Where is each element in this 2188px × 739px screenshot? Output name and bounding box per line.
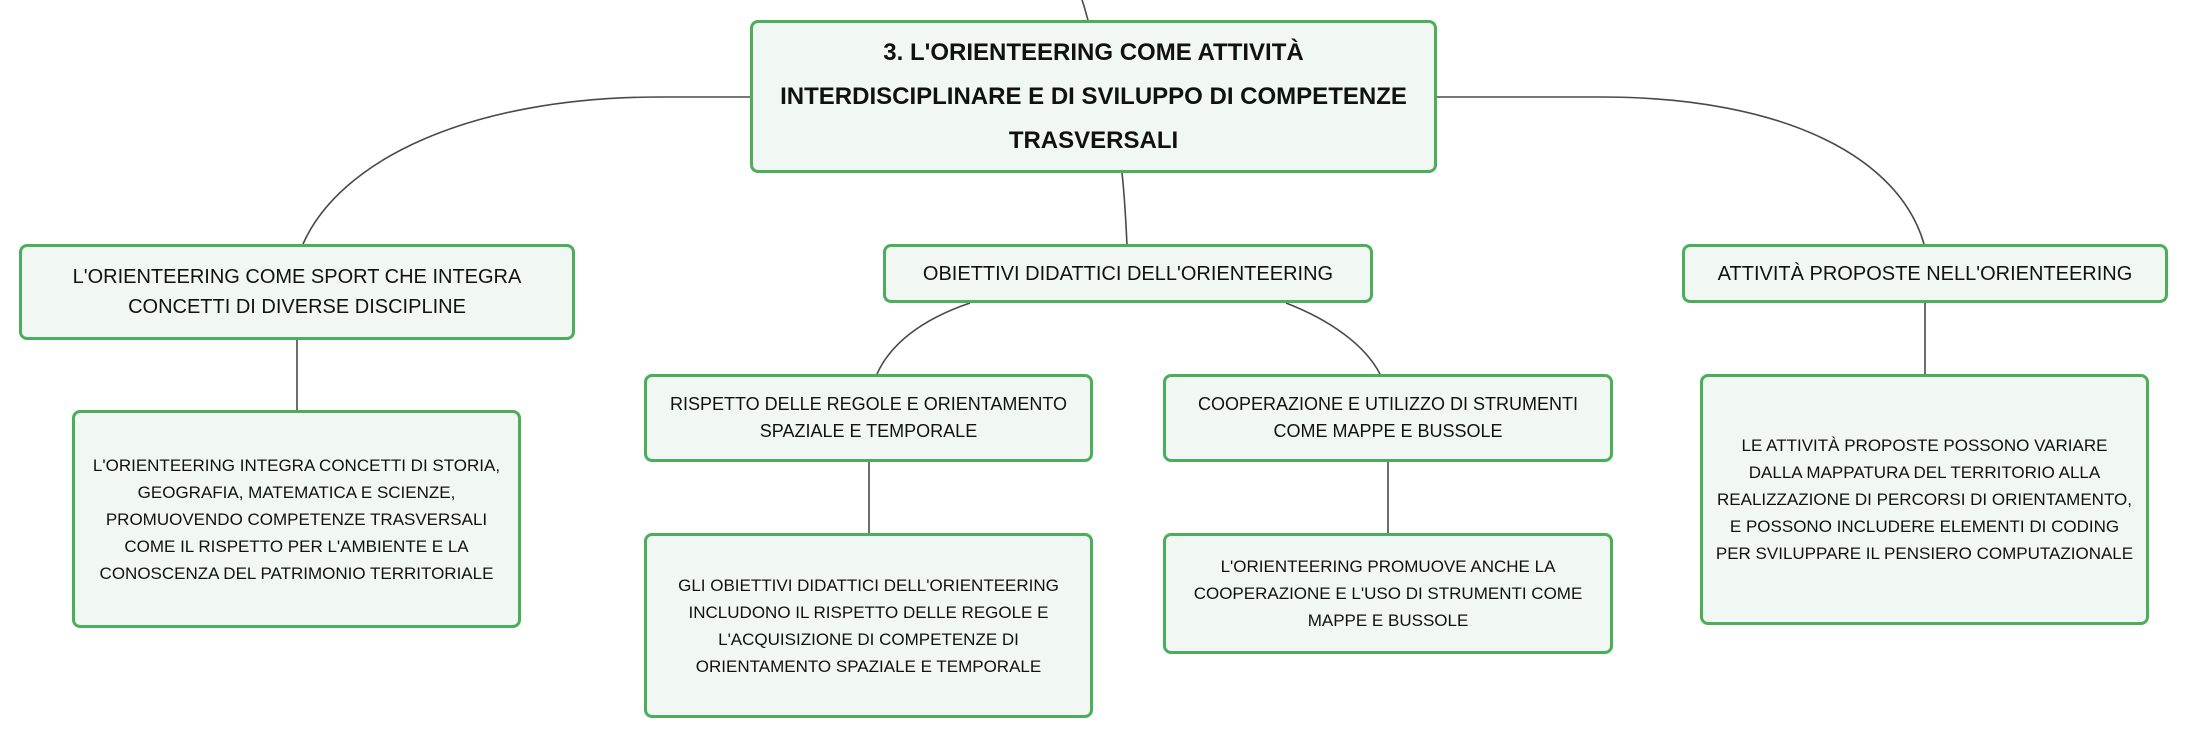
detail-cooperation[interactable] bbox=[1163, 533, 1613, 654]
connector-parent-root bbox=[1082, 0, 1088, 20]
subtopic-label: RISPETTO DELLE REGOLE E ORIENTAMENTO SPAZIALE E TEMPORALE bbox=[669, 394, 1068, 441]
central-topic-label: 3. L'ORIENTEERING COME ATTIVITÀ INTERDISCIPLINARE E DI SVILUPPO DI COMPETENZE TRASVERSALI bbox=[780, 38, 1407, 154]
detail-label: L'ORIENTEERING INTEGRA CONCETTI DI STORIA, GEOGRAFIA, MATEMATICA E SCIENZE, PROMUOVENDO COMPETENZE TRASVERSALI COME IL RISPETTO PER L'AMBIENTE E LA CONOSCENZA DEL PATRIMONIO TERRITORIALE bbox=[92, 455, 501, 583]
connector-topic-2-sub-1 bbox=[877, 303, 970, 374]
topic-interdisciplinary-sport[interactable] bbox=[19, 244, 575, 340]
connector-root-topic-1 bbox=[303, 97, 750, 244]
central-topic[interactable] bbox=[750, 20, 1437, 173]
detail-didactic-objectives[interactable] bbox=[644, 533, 1093, 718]
subtopic-rules-orientation[interactable] bbox=[644, 374, 1093, 462]
detail-interdisciplinary-concepts[interactable] bbox=[72, 410, 521, 628]
detail-label: LE ATTIVITÀ PROPOSTE POSSONO VARIARE DALLA MAPPATURA DEL TERRITORIO ALLA REALIZZAZIONE DI PERCORSI DI ORIENTAMENTO, E POSSONO INCLUDERE ELEMENTI DI CODING PER SVILUPPARE IL PENSIERO COMPUTAZIONALE bbox=[1715, 436, 2134, 563]
detail-label: L'ORIENTEERING PROMUOVE ANCHE LA COOPERAZIONE E L'USO DI STRUMENTI COME MAPPE E BUSSOLE bbox=[1193, 557, 1583, 630]
topic-label: L'ORIENTEERING COME SPORT CHE INTEGRA CONCETTI DI DIVERSE DISCIPLINE bbox=[72, 266, 522, 318]
connector-root-topic-3 bbox=[1437, 97, 1924, 244]
topic-label: OBIETTIVI DIDATTICI DELL'ORIENTEERING bbox=[922, 262, 1334, 285]
topic-label: ATTIVITÀ PROPOSTE NELL'ORIENTEERING bbox=[1717, 262, 2133, 285]
topic-didactic-objectives[interactable] bbox=[883, 244, 1373, 303]
connector-root-topic-2 bbox=[1122, 173, 1127, 245]
detail-label: GLI OBIETTIVI DIDATTICI DELL'ORIENTEERING INCLUDONO IL RISPETTO DELLE REGOLE E L'ACQUISIZIONE DI COMPETENZE DI ORIENTAMENTO SPAZIALE E TEMPORALE bbox=[678, 575, 1059, 676]
detail-proposed-activities[interactable] bbox=[1700, 374, 2149, 625]
subtopic-label: COOPERAZIONE E UTILIZZO DI STRUMENTI COME MAPPE E BUSSOLE bbox=[1197, 394, 1579, 441]
topic-proposed-activities[interactable] bbox=[1682, 244, 2168, 303]
subtopic-cooperation-tools[interactable] bbox=[1163, 374, 1613, 462]
connector-topic-2-sub-2 bbox=[1286, 303, 1380, 374]
